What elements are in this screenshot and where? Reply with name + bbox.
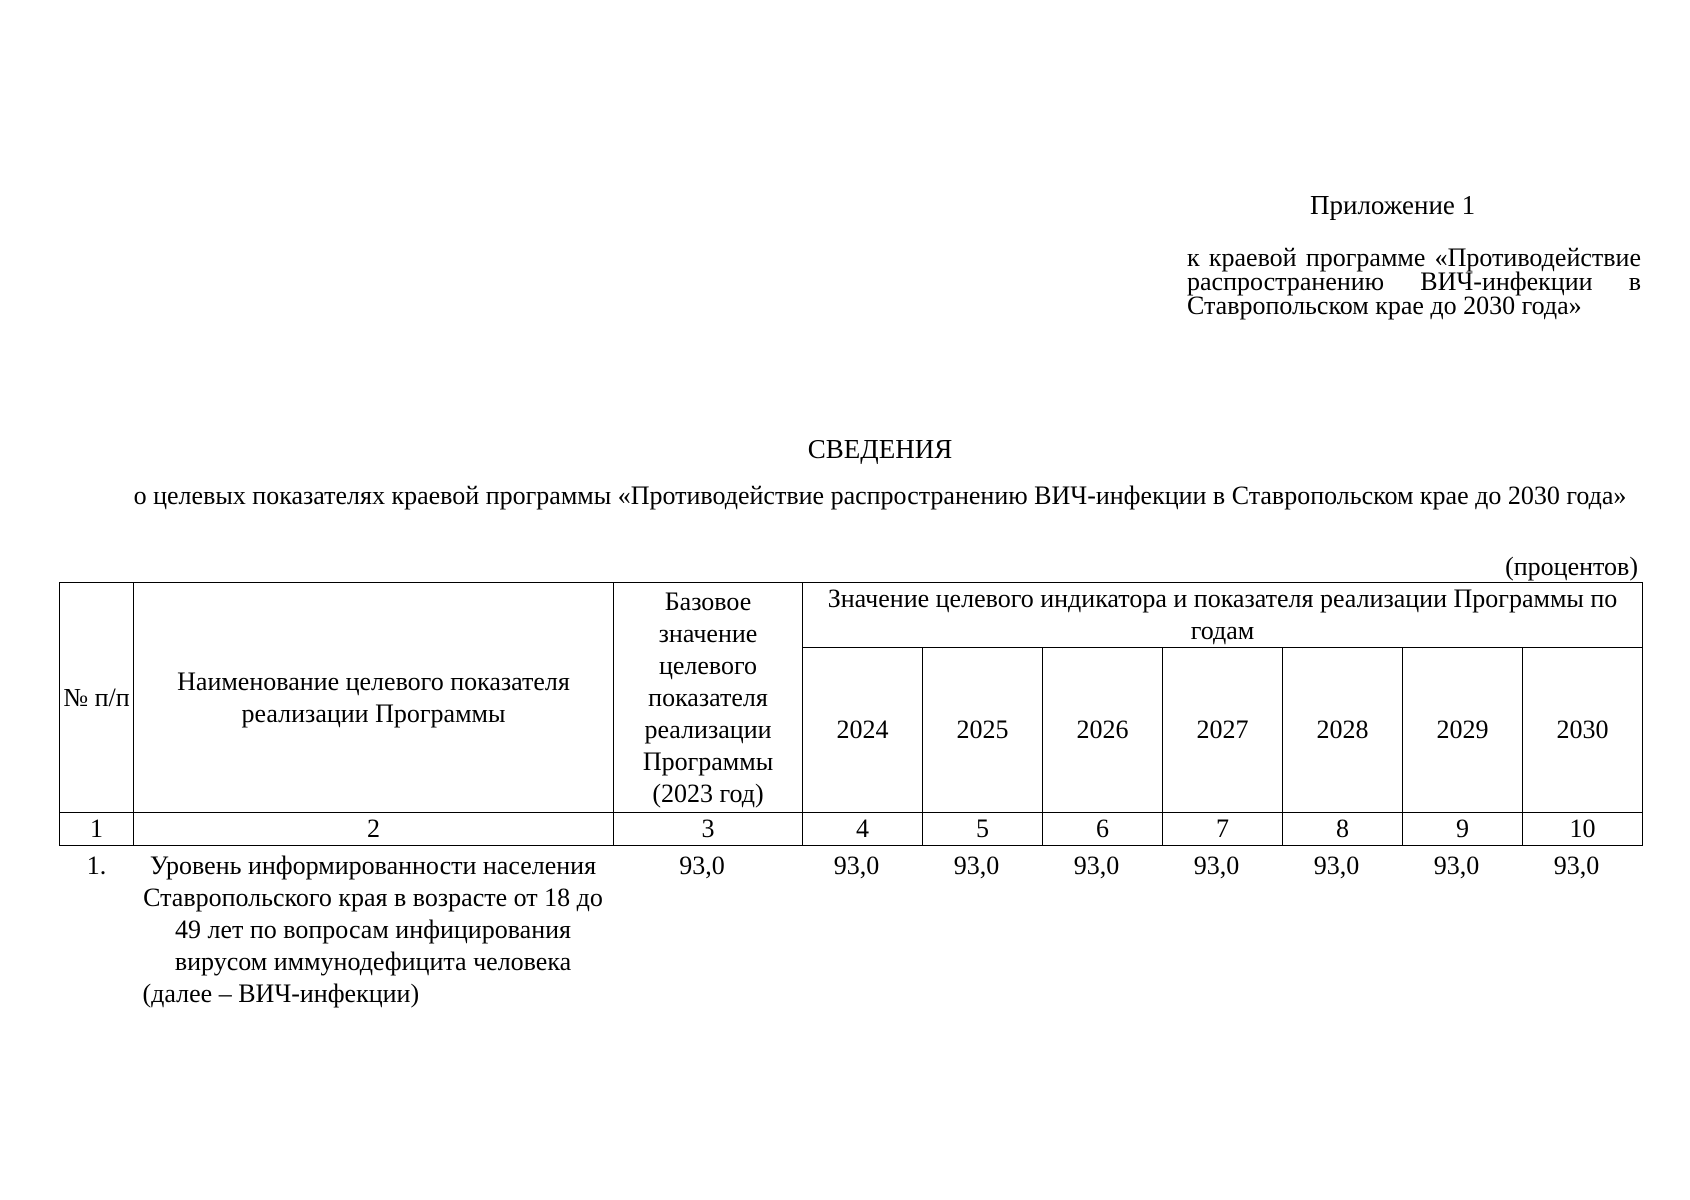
column-number: 9 <box>1403 813 1523 846</box>
header-year: 2028 <box>1283 648 1403 813</box>
year-value: 93,0 <box>1073 851 1120 880</box>
column-number: 4 <box>803 813 923 846</box>
column-number: 7 <box>1163 813 1283 846</box>
year-value: 93,0 <box>1433 851 1480 880</box>
document-subtitle: о целевых показателях краевой программы «Противодействие распространению ВИЧ-инфекции в Ставропольском крае до 2030 года» <box>133 481 1627 510</box>
year-value: 93,0 <box>833 851 880 880</box>
header-year: 2027 <box>1163 648 1283 813</box>
indicators-table <box>59 582 1643 1010</box>
indicator-name: Уровень информированности населения Ставропольского края в возрасте от 18 до 49 лет по вопросам инфицирования вирусом иммунодефицита человека (далее – ВИЧ-инфекции) <box>142 851 603 1008</box>
header-name: Наименование целевого показателя реализации Программы <box>134 583 614 813</box>
year-value: 93,0 <box>953 851 1000 880</box>
column-number: 8 <box>1283 813 1403 846</box>
column-number: 5 <box>923 813 1043 846</box>
column-number: 10 <box>1523 813 1643 846</box>
header-base-value: Базовое значение целевого показателя реализации Программы (2023 год) <box>614 583 803 813</box>
header-values-by-year: Значение целевого индикатора и показателя реализации Программы по годам <box>803 583 1643 648</box>
header-year: 2030 <box>1523 648 1643 813</box>
unit-note: (процентов) <box>1505 552 1638 581</box>
appendix-text: к краевой программе «Противодействие распространению ВИЧ-инфекции в Ставропольском крае до 2030 года» <box>1187 243 1641 320</box>
year-value: 93,0 <box>1193 851 1240 880</box>
column-numbers-row <box>60 813 1643 846</box>
column-number: 1 <box>60 813 134 846</box>
header-number: № п/п <box>60 583 134 813</box>
year-value: 93,0 <box>1553 851 1600 880</box>
column-number: 6 <box>1043 813 1163 846</box>
table-row <box>60 846 1643 1011</box>
year-value: 93,0 <box>1313 851 1360 880</box>
appendix-title: Приложение 1 <box>1310 190 1476 220</box>
column-number: 2 <box>134 813 614 846</box>
document-title: СВЕДЕНИЯ <box>807 434 953 464</box>
header-year: 2024 <box>803 648 923 813</box>
header-year: 2025 <box>923 648 1043 813</box>
row-number: 1. <box>86 851 107 880</box>
column-number: 3 <box>614 813 803 846</box>
header-year: 2026 <box>1043 648 1163 813</box>
base-value: 93,0 <box>679 851 725 880</box>
header-year: 2029 <box>1403 648 1523 813</box>
